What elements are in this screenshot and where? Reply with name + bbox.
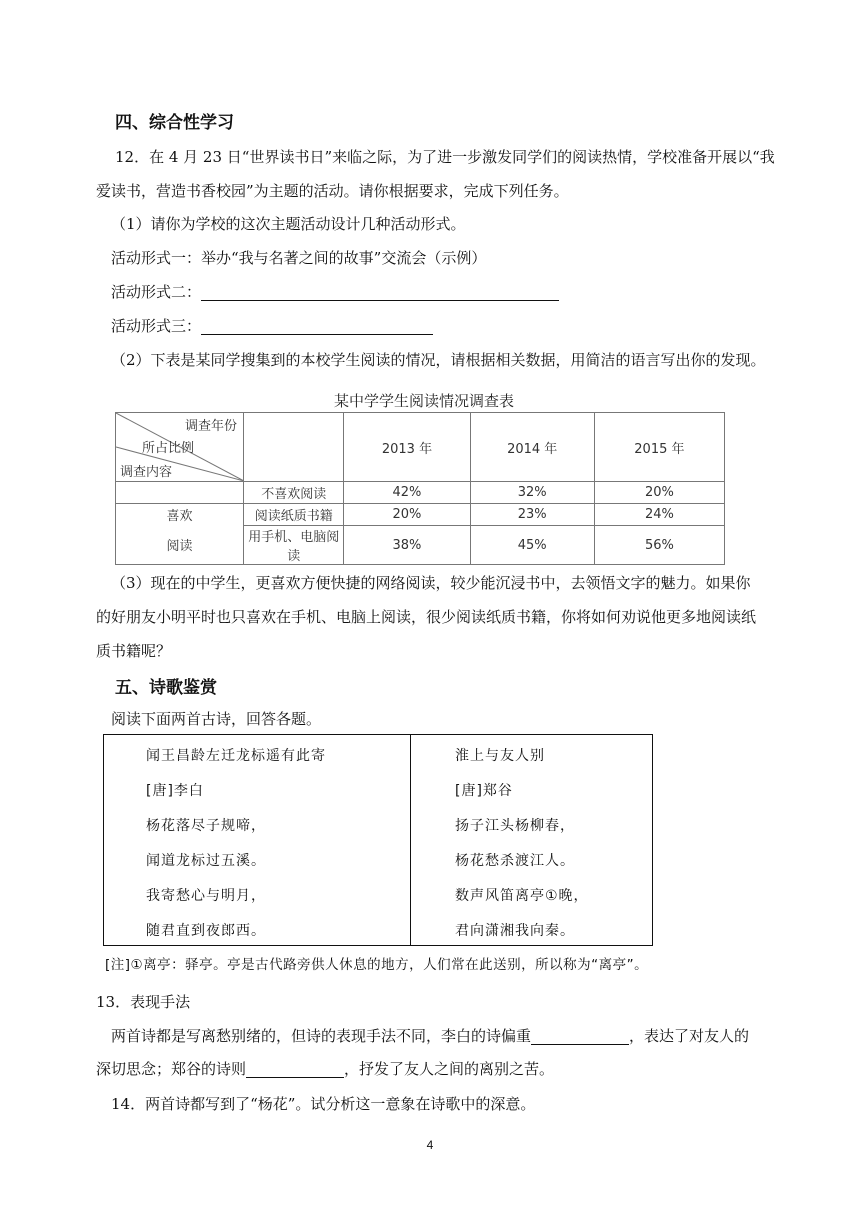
- q12-sub1: （1）请你为学校的这次主题活动设计几种活动形式。: [111, 215, 466, 233]
- answer-blank[interactable]: [531, 1026, 629, 1045]
- q12-line2: 爱读书，营造书香校园”为主题的活动。请你根据要求，完成下列任务。: [96, 182, 569, 200]
- page-number: 4: [426, 1138, 434, 1152]
- survey-empty-cell: [116, 482, 244, 504]
- poem-table: [103, 734, 653, 946]
- row-label: 用手机、电脑阅读: [244, 526, 344, 565]
- poem-right: [411, 735, 652, 945]
- q13-line1: [111, 1019, 749, 1053]
- q13-line1-a: 两首诗都是写离愁别绪的，但诗的表现手法不同，李白的诗偏重: [111, 1027, 532, 1045]
- q14: 14．两首诗都写到了“杨花”。试分析这一意象在诗歌中的深意。: [111, 1095, 536, 1113]
- poem-left-line: 随君直到夜郎西。: [146, 923, 266, 939]
- corner-ratio-label: 所占比例: [142, 441, 195, 456]
- corner-year-label: 调查年份: [185, 419, 238, 434]
- survey-grid: [115, 412, 725, 565]
- poem-right-author: [唐]郑谷: [455, 783, 513, 799]
- poem-left-author: [唐]李白: [146, 783, 204, 799]
- poem-left-line: 我寄愁心与明月，: [146, 888, 266, 904]
- q13-line2: [96, 1052, 554, 1086]
- activity-form-1: 活动形式一：举办“我与名著之间的故事”交流会（示例）: [111, 249, 487, 267]
- q13-line2-a: 深切思念；郑谷的诗则: [96, 1060, 247, 1078]
- poem-right-title: 淮上与友人别: [455, 748, 545, 764]
- section-heading-4: 四、综合性学习: [115, 113, 234, 133]
- q12-sub3-line3: 质书籍呢？: [96, 642, 172, 660]
- year-header: 2013 年: [344, 413, 470, 482]
- row-value: 56%: [594, 526, 724, 565]
- row-value: 20%: [594, 482, 724, 504]
- group-label-bottom: 阅读: [116, 526, 244, 565]
- row-label: 不喜欢阅读: [244, 482, 344, 504]
- group-label-top: 喜欢: [116, 504, 244, 526]
- answer-blank[interactable]: [246, 1059, 344, 1078]
- poem-left-title: 闻王昌龄左迁龙标遥有此寄: [146, 748, 326, 764]
- corner-content-label: 调查内容: [120, 465, 173, 480]
- row-value: 23%: [470, 504, 594, 526]
- q12-line1: 12．在 4 月 23 日“世界读书日”来临之际，为了进一步激发同学们的阅读热情，学校准备开展以“我: [115, 148, 775, 166]
- row-value: 24%: [594, 504, 724, 526]
- q13-line1-b: ，表达了对友人的: [629, 1027, 750, 1045]
- poem-note: [注]①离亭：驿亭。亭是古代路旁供人休息的地方，人们常在此送别，所以称为“离亭”。: [105, 957, 649, 973]
- q13-line2-b: ，抒发了友人之间的离别之苦。: [344, 1060, 555, 1078]
- poem-right-line: 扬子江头杨柳春，: [455, 818, 575, 834]
- poem-right-line: 君向潇湘我向秦。: [455, 923, 575, 939]
- q12-sub3-line2: 的好朋友小明平时也只喜欢在手机、电脑上阅读，很少阅读纸质书籍，你将如何劝说他更多地阅读纸: [96, 608, 757, 626]
- answer-blank[interactable]: [201, 316, 433, 335]
- survey-corner-cell: [116, 413, 244, 482]
- poem-right-line: 杨花愁杀渡江人。: [455, 853, 575, 869]
- year-header: 2015 年: [594, 413, 724, 482]
- row-label: 阅读纸质书籍: [244, 504, 344, 526]
- year-header: 2014 年: [470, 413, 594, 482]
- poem-left: [104, 735, 411, 945]
- answer-blank[interactable]: [201, 282, 559, 301]
- activity-form-2-label: 活动形式二：: [111, 283, 202, 301]
- row-value: 45%: [470, 526, 594, 565]
- q13-title: 13．表现手法: [96, 993, 191, 1011]
- survey-title: 某中学学生阅读情况调查表: [333, 392, 514, 410]
- activity-form-3-label: 活动形式三：: [111, 317, 202, 335]
- activity-form-3: [111, 309, 433, 343]
- row-value: 32%: [470, 482, 594, 504]
- poem-right-line: 数声风笛离亭①晚，: [455, 888, 589, 904]
- q12-sub2: （2）下表是某同学搜集到的本校学生阅读的情况，请根据相关数据，用简洁的语言写出你的发现。: [111, 351, 766, 369]
- poem-left-line: 杨花落尽子规啼，: [146, 818, 266, 834]
- row-value: 38%: [344, 526, 470, 565]
- survey-table: [115, 390, 733, 564]
- survey-blank-header: [244, 413, 344, 482]
- q12-sub3-line1: （3）现在的中学生，更喜欢方便快捷的网络阅读，较少能沉浸书中，去领悟文字的魅力。如果你: [111, 574, 751, 592]
- row-value: 20%: [344, 504, 470, 526]
- row-value: 42%: [344, 482, 470, 504]
- poem-left-line: 闻道龙标过五溪。: [146, 853, 266, 869]
- activity-form-2: [111, 275, 559, 309]
- poem-intro: 阅读下面两首古诗，回答各题。: [111, 710, 322, 728]
- section-heading-5: 五、诗歌鉴赏: [115, 678, 217, 698]
